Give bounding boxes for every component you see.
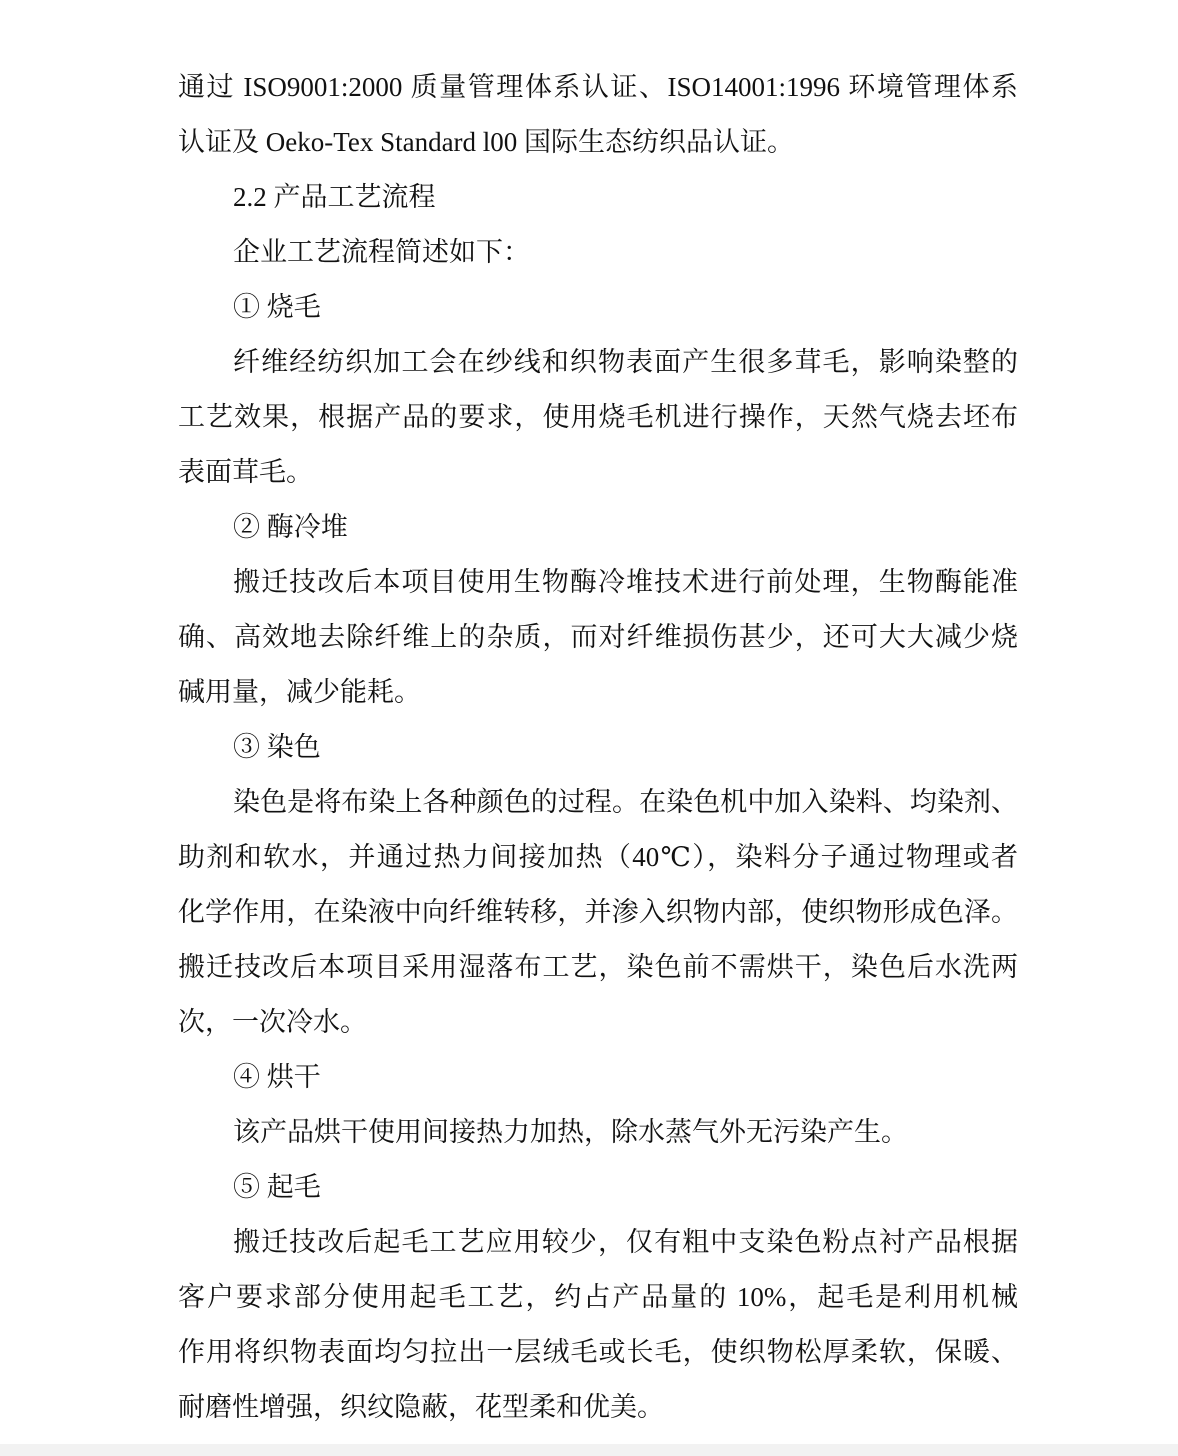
step-heading-text: ② 酶冷堆 xyxy=(233,512,348,542)
text-line: 碱用量，减少能耗。 xyxy=(178,677,421,707)
text-line: 企业工艺流程简述如下： xyxy=(233,237,530,267)
text-line: 搬迁技改后本项目使用生物酶冷堆技术进行前处理，生物酶能准 xyxy=(233,567,1018,597)
text-line: 作用将织物表面均匀拉出一层绒毛或长毛，使织物松厚柔软，保暖、 xyxy=(178,1337,1018,1367)
text-line: 次，一次冷水。 xyxy=(178,1007,367,1037)
body-paragraph xyxy=(178,1215,1018,1435)
text-line: 染色是将布染上各种颜色的过程。在染色机中加入染料、均染剂、 xyxy=(233,787,1018,817)
step-heading-text: ① 烧毛 xyxy=(233,292,321,322)
step-heading-text: ④ 烘干 xyxy=(233,1062,321,1092)
text-line: 纤维经纺织加工会在纱线和织物表面产生很多茸毛，影响染整的 xyxy=(233,347,1018,377)
step-heading-text: ③ 染色 xyxy=(233,732,321,762)
step-heading xyxy=(178,1050,1018,1105)
text-line: 工艺效果，根据产品的要求，使用烧毛机进行操作，天然气烧去坯布 xyxy=(178,402,1018,432)
text-line: 化学作用，在染液中向纤维转移，并渗入织物内部，使织物形成色泽。 xyxy=(178,897,1018,927)
text-line: 客户要求部分使用起毛工艺，约占产品量的 10%，起毛是利用机械 xyxy=(178,1282,1018,1312)
text-line: 表面茸毛。 xyxy=(178,457,313,487)
text-line: 确、高效地去除纤维上的杂质，而对纤维损伤甚少，还可大大减少烧 xyxy=(178,622,1018,652)
step-heading xyxy=(178,720,1018,775)
text-line: 助剂和软水，并通过热力间接加热（40℃），染料分子通过物理或者 xyxy=(178,842,1018,872)
step-heading xyxy=(178,1160,1018,1215)
document-body xyxy=(178,60,1018,1435)
body-paragraph xyxy=(178,1105,1018,1160)
text-line: 搬迁技改后本项目采用湿落布工艺，染色前不需烘干，染色后水洗两 xyxy=(178,952,1018,982)
text-line: 耐磨性增强，织纹隐蔽，花型柔和优美。 xyxy=(178,1392,664,1422)
text-line: 搬迁技改后起毛工艺应用较少，仅有粗中支染色粉点衬产品根据 xyxy=(233,1227,1018,1257)
body-paragraph xyxy=(178,225,1018,280)
section-heading xyxy=(178,170,1018,225)
body-paragraph xyxy=(178,775,1018,1050)
body-paragraph xyxy=(178,335,1018,500)
step-heading xyxy=(178,280,1018,335)
text-line: 认证及 Oeko-Tex Standard l00 国际生态纺织品认证。 xyxy=(178,127,795,157)
page-bottom-edge xyxy=(0,1444,1178,1456)
step-heading xyxy=(178,500,1018,555)
body-paragraph xyxy=(178,555,1018,720)
body-paragraph xyxy=(178,60,1018,170)
text-line: 通过 ISO9001:2000 质量管理体系认证、ISO14001:1996 环境管理体系 xyxy=(178,72,1018,102)
step-heading-text: ⑤ 起毛 xyxy=(233,1172,321,1202)
text-line: 该产品烘干使用间接热力加热，除水蒸气外无污染产生。 xyxy=(233,1117,908,1147)
section-heading-text: 2.2 产品工艺流程 xyxy=(233,182,436,212)
